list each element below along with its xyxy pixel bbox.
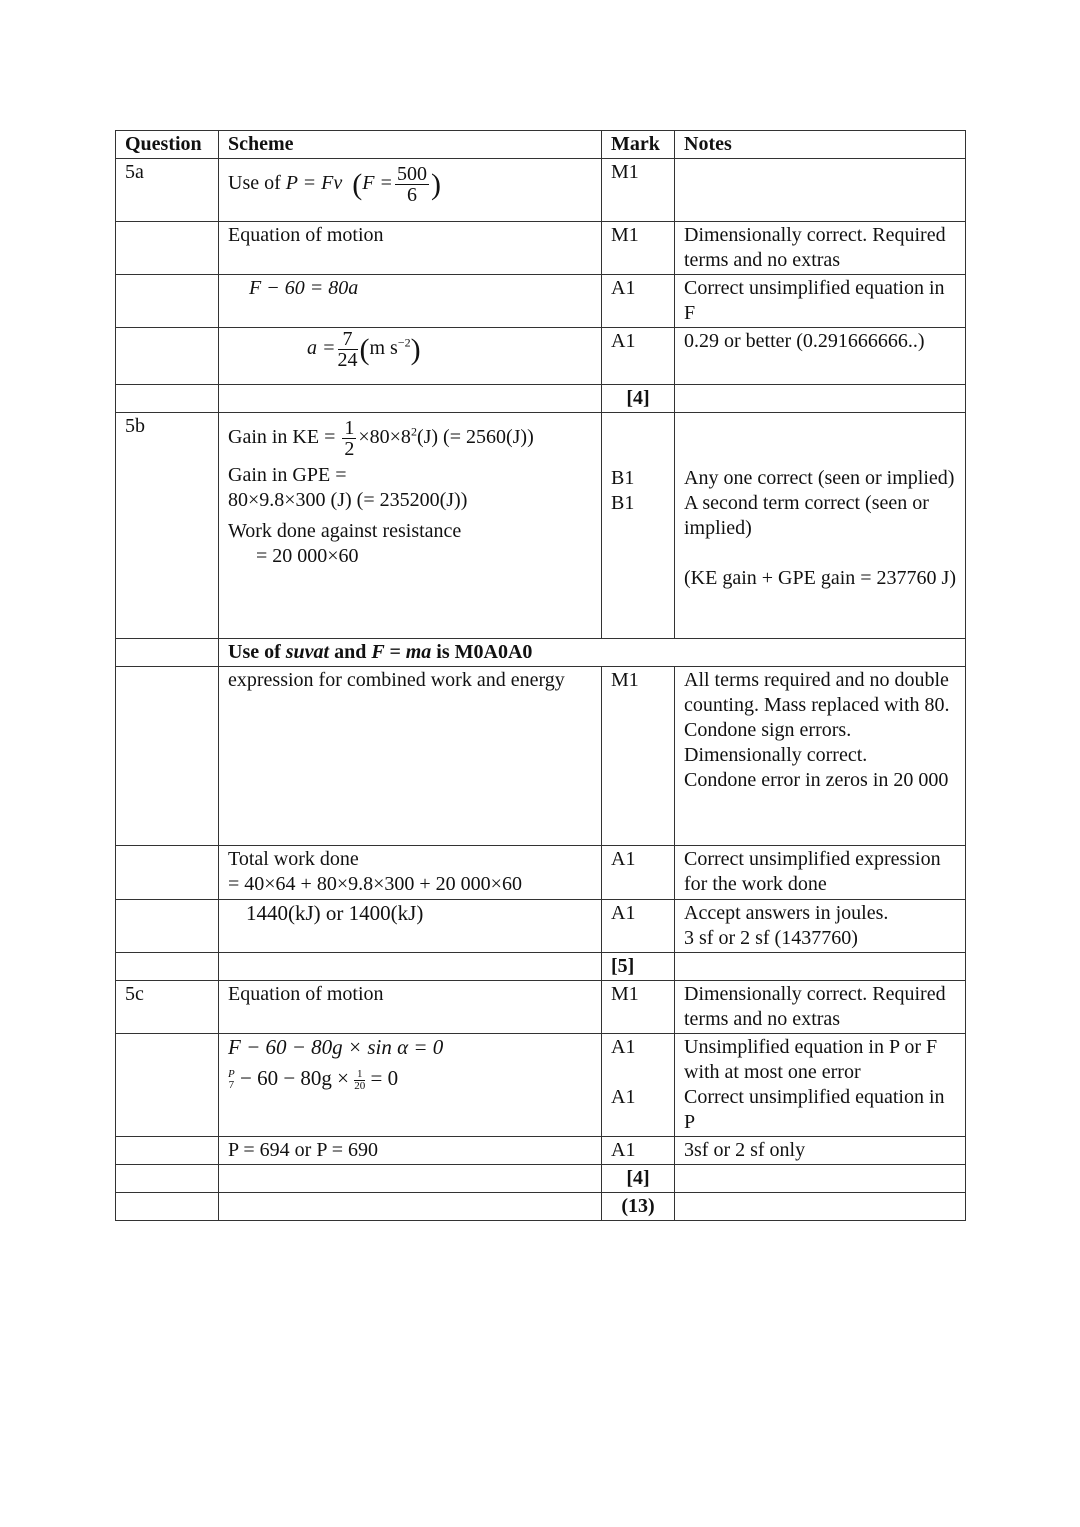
grand-total-row bbox=[116, 1193, 966, 1221]
header-row bbox=[116, 131, 966, 159]
subtotal: [5] bbox=[602, 953, 675, 981]
text: Gain in GPE = bbox=[228, 464, 347, 486]
equation: a = bbox=[307, 337, 336, 360]
total-row bbox=[116, 953, 966, 981]
notes: Dimensionally correct. Required terms and no extras bbox=[675, 981, 966, 1034]
mark: A1 bbox=[602, 328, 675, 385]
table-row bbox=[116, 1034, 966, 1137]
question-label: 5c bbox=[116, 981, 219, 1034]
scheme: Total work done = 40×64 + 80×9.8×300 + 20 000×60 bbox=[219, 846, 602, 900]
mark: A1 bbox=[602, 275, 675, 328]
table-row bbox=[116, 222, 966, 275]
notes: 0.29 or better (0.291666666..) bbox=[675, 328, 966, 385]
subtotal: [4] bbox=[602, 385, 675, 413]
mark: M1 bbox=[602, 222, 675, 275]
notes: Correct unsimplified equation in F bbox=[675, 275, 966, 328]
mark-scheme-table bbox=[115, 130, 966, 1221]
fraction: $\frac{500}{6}$ bbox=[396, 163, 427, 206]
notes: 3sf or 2 sf only bbox=[675, 1137, 966, 1165]
text: Use of bbox=[228, 172, 286, 195]
table-row bbox=[116, 275, 966, 328]
table-row bbox=[116, 846, 966, 900]
header-notes: Notes bbox=[675, 131, 966, 159]
mark: A1 bbox=[602, 900, 675, 953]
notes: Dimensionally correct. Required terms and no extras bbox=[675, 222, 966, 275]
marks: B1 B1 bbox=[602, 413, 675, 639]
equation: = 20 000×60 bbox=[256, 545, 359, 567]
fraction: $\frac{7}{24}$ bbox=[337, 328, 358, 371]
notes: Unsimplified equation in P or F with at most one error Correct unsimplified equation in P bbox=[675, 1034, 966, 1137]
table-row bbox=[116, 1137, 966, 1165]
suvat-note: Use of suvat and F = ma is M0A0A0 bbox=[219, 639, 966, 667]
mark: A1 bbox=[602, 1137, 675, 1165]
scheme: 1440(kJ) or 1400(kJ) bbox=[219, 900, 602, 953]
notes: All terms required and no double counting. Mass replaced with 80. Condone sign errors. Dimensionally correct. Condone error in zeros in 20 000 bbox=[675, 667, 966, 846]
scheme-cell: Use of P = Fv (F = $\frac{500}{6}$ ) bbox=[219, 159, 602, 222]
table-row bbox=[116, 159, 966, 222]
marks: A1 A1 bbox=[602, 1034, 675, 1137]
question-label: 5b bbox=[116, 413, 219, 639]
equation: F = bbox=[362, 172, 393, 195]
scheme-cell: Gain in KE = $\frac{1}{2}$ $\times 80\times 8^2(J)$ (= 2560(J)) Gain in GPE = 80×9.8×300 (J) (= 235200(J)) Work done against resistance = 20 000×60 bbox=[219, 413, 602, 639]
equation: 80×9.8×300 (J) (= 235200(J)) bbox=[228, 489, 468, 511]
equation: F − 60 = 80a bbox=[249, 277, 359, 299]
question-label: 5a bbox=[116, 159, 219, 222]
subtotal: [4] bbox=[602, 1165, 675, 1193]
mark: A1 bbox=[602, 846, 675, 900]
table-row bbox=[116, 639, 966, 667]
notes: Accept answers in joules. 3 sf or 2 sf (1437760) bbox=[675, 900, 966, 953]
mark: M1 bbox=[602, 981, 675, 1034]
unit: m s bbox=[369, 337, 398, 360]
total-row bbox=[116, 385, 966, 413]
scheme-cell: F − 60 − 80g × sin α = 0 P 7 − 60 − 80g × $\frac{1}{20}$ = 0 bbox=[219, 1034, 602, 1137]
text: Work done against resistance bbox=[228, 520, 462, 542]
scheme: Equation of motion bbox=[219, 981, 602, 1034]
table-row bbox=[116, 900, 966, 953]
total-row bbox=[116, 1165, 966, 1193]
table-row bbox=[116, 981, 966, 1034]
table-row: a = $\frac{7}{24}$ (m $s^{-2}$) A1 0.29 or better (0.291666666..) bbox=[116, 328, 966, 385]
table-row bbox=[116, 667, 966, 846]
header-question: Question bbox=[116, 131, 219, 159]
table-row bbox=[116, 413, 966, 639]
scheme: expression for combined work and energy bbox=[219, 667, 602, 846]
mark: M1 bbox=[602, 159, 675, 222]
notes bbox=[675, 159, 966, 222]
scheme: Equation of motion bbox=[219, 222, 602, 275]
mark: M1 bbox=[602, 667, 675, 846]
scheme: P = 694 or P = 690 bbox=[219, 1137, 602, 1165]
notes: Correct unsimplified expression for the work done bbox=[675, 846, 966, 900]
equation: P = Fv bbox=[285, 172, 343, 195]
header-mark: Mark bbox=[602, 131, 675, 159]
notes: Any one correct (seen or implied) A second term correct (seen or implied) (KE gain + GPE gain = 237760 J) bbox=[675, 413, 966, 639]
grand-total: (13) bbox=[602, 1193, 675, 1221]
header-scheme: Scheme bbox=[219, 131, 602, 159]
